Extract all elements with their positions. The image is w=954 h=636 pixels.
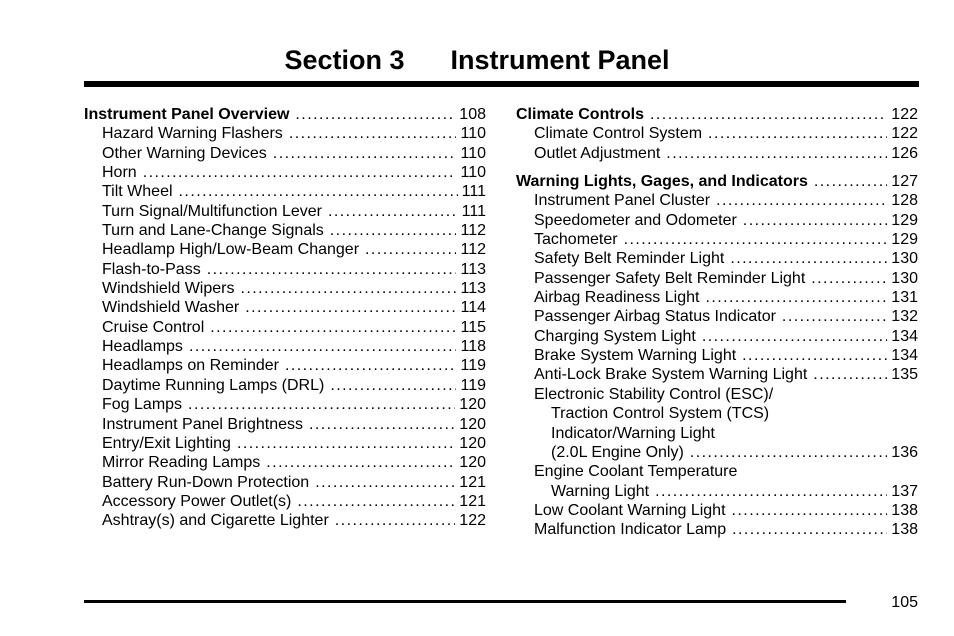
dot-leader bbox=[716, 191, 887, 210]
toc-entry-page: 111 bbox=[461, 202, 486, 220]
toc-entry-page: 137 bbox=[891, 482, 918, 500]
dot-leader bbox=[328, 202, 458, 221]
dot-leader bbox=[289, 124, 457, 143]
toc-entry-label: Turn and Lane-Change Signals bbox=[102, 222, 324, 240]
dot-leader bbox=[813, 365, 887, 384]
toc-entry-page: 135 bbox=[891, 366, 918, 384]
dot-leader bbox=[240, 279, 456, 298]
toc-entry bbox=[84, 221, 486, 240]
toc-entry bbox=[84, 376, 486, 395]
dot-leader bbox=[782, 307, 887, 326]
toc-heading bbox=[84, 105, 486, 124]
dot-leader bbox=[705, 288, 887, 307]
dot-leader bbox=[814, 172, 887, 191]
toc-heading bbox=[516, 105, 918, 124]
toc-entry-label: (2.0L Engine Only) bbox=[551, 443, 684, 461]
toc-entry-label: Instrument Panel Brightness bbox=[102, 415, 303, 433]
toc-entry bbox=[84, 318, 486, 337]
toc-entry-label: Fog Lamps bbox=[102, 396, 183, 414]
toc-entry bbox=[84, 337, 486, 356]
dot-leader bbox=[273, 144, 457, 163]
toc-entry-page: 130 bbox=[891, 269, 918, 287]
dot-leader bbox=[188, 395, 455, 414]
toc-entry bbox=[84, 279, 486, 298]
toc-right-column bbox=[516, 105, 918, 540]
toc-entry bbox=[84, 415, 486, 434]
toc-entry-page: 136 bbox=[891, 443, 918, 461]
dot-leader bbox=[330, 376, 456, 395]
toc-heading bbox=[516, 172, 918, 191]
toc-entry-label: Warning Light bbox=[551, 482, 650, 500]
toc-entry-page: 110 bbox=[460, 144, 486, 162]
toc-entry-page: 127 bbox=[891, 173, 918, 191]
toc-entry-label: Climate Control System bbox=[534, 125, 703, 143]
toc-entry bbox=[516, 443, 918, 462]
toc-entry bbox=[516, 404, 918, 423]
toc-entry-page: 132 bbox=[891, 308, 918, 326]
toc-entry-label: Low Coolant Warning Light bbox=[534, 501, 726, 519]
dot-leader bbox=[297, 492, 455, 511]
toc-entry-label: Headlamp High/Low-Beam Changer bbox=[102, 241, 360, 259]
toc-entry-label: Windshield Washer bbox=[102, 299, 240, 317]
toc-entry-page: 121 bbox=[459, 473, 486, 491]
toc-entry bbox=[516, 269, 918, 288]
toc-entry-page: 119 bbox=[460, 357, 486, 375]
section-label: Section 3 bbox=[284, 45, 405, 75]
toc-entry-label: Flash-to-Pass bbox=[102, 260, 201, 278]
toc-entry-page: 128 bbox=[891, 192, 918, 210]
dot-leader bbox=[189, 337, 457, 356]
dot-leader bbox=[732, 501, 888, 520]
dot-leader bbox=[702, 327, 887, 346]
dot-leader bbox=[624, 230, 888, 249]
toc-entry-page: 134 bbox=[891, 327, 918, 345]
toc-entry-label: Charging System Light bbox=[534, 327, 696, 345]
toc-entry-label: Windshield Wipers bbox=[102, 280, 235, 298]
toc-entry-label: Safety Belt Reminder Light bbox=[534, 250, 725, 268]
toc-entry-page: 122 bbox=[459, 512, 486, 530]
page-number: 105 bbox=[891, 594, 918, 611]
toc-entry-label: Indicator/Warning Light bbox=[551, 424, 715, 442]
dot-leader bbox=[285, 356, 457, 375]
toc-entry bbox=[84, 202, 486, 221]
dot-leader bbox=[309, 415, 455, 434]
toc-entry bbox=[516, 211, 918, 230]
toc-entry bbox=[516, 288, 918, 307]
toc-entry-label: Headlamps bbox=[102, 338, 183, 356]
toc-entry-page: 110 bbox=[460, 164, 486, 182]
toc-entry bbox=[84, 453, 486, 472]
toc-entry bbox=[516, 191, 918, 210]
dot-leader bbox=[690, 443, 887, 462]
toc-entry-label: Hazard Warning Flashers bbox=[102, 125, 283, 143]
toc-entry-page: 120 bbox=[459, 454, 486, 472]
toc-entry-label: Electronic Stability Control (ESC)/ bbox=[534, 385, 774, 403]
toc-entry-page: 138 bbox=[891, 501, 918, 519]
toc-entry-page: 112 bbox=[460, 241, 486, 259]
toc-entry bbox=[516, 249, 918, 268]
dot-leader bbox=[295, 105, 455, 124]
toc-entry-page: 120 bbox=[459, 396, 486, 414]
toc-entry-label: Airbag Readiness Light bbox=[534, 289, 700, 307]
toc-left-column bbox=[84, 105, 486, 531]
toc-entry bbox=[84, 144, 486, 163]
toc-entry bbox=[84, 298, 486, 317]
toc-entry bbox=[516, 462, 918, 481]
dot-leader bbox=[732, 520, 887, 539]
toc-entry-label: Turn Signal/Multifunction Lever bbox=[102, 202, 322, 220]
toc-entry-page: 114 bbox=[460, 299, 486, 317]
toc-entry-page: 130 bbox=[891, 250, 918, 268]
toc-entry-page: 112 bbox=[460, 222, 486, 240]
toc-entry bbox=[516, 346, 918, 365]
dot-leader bbox=[365, 240, 456, 259]
dot-leader bbox=[666, 144, 887, 163]
toc-entry-label: Headlamps on Reminder bbox=[102, 357, 279, 375]
toc-entry-label: Climate Controls bbox=[516, 106, 645, 123]
toc-entry bbox=[516, 482, 918, 501]
toc-entry-page: 134 bbox=[891, 347, 918, 365]
toc-entry-label: Accessory Power Outlet(s) bbox=[102, 492, 292, 510]
toc-entry-label: Speedometer and Odometer bbox=[534, 211, 737, 229]
toc-entry-page: 129 bbox=[891, 231, 918, 249]
dot-leader bbox=[743, 211, 888, 230]
toc-entry-label: Battery Run-Down Protection bbox=[102, 473, 310, 491]
toc-entry-label: Warning Lights, Gages, and Indicators bbox=[516, 173, 808, 191]
dot-leader bbox=[210, 318, 456, 337]
toc-entry-page: 120 bbox=[459, 434, 486, 452]
toc-entry-label: Anti-Lock Brake System Warning Light bbox=[534, 366, 808, 384]
dot-leader bbox=[143, 163, 457, 182]
toc-entry-label: Traction Control System (TCS) bbox=[551, 405, 770, 423]
top-rule bbox=[84, 81, 919, 87]
dot-leader bbox=[655, 482, 887, 501]
toc-entry bbox=[516, 307, 918, 326]
toc-entry-label: Passenger Airbag Status Indicator bbox=[534, 308, 776, 326]
toc-entry bbox=[84, 395, 486, 414]
toc-entry-label: Other Warning Devices bbox=[102, 144, 267, 162]
toc-entry-label: Daytime Running Lamps (DRL) bbox=[102, 376, 325, 394]
toc-entry-page: 131 bbox=[891, 289, 918, 307]
section-title bbox=[0, 40, 954, 80]
toc-entry-label: Outlet Adjustment bbox=[534, 144, 661, 162]
toc-entry-label: Instrument Panel Overview bbox=[84, 106, 290, 123]
toc-entry-label: Passenger Safety Belt Reminder Light bbox=[534, 269, 806, 287]
toc-entry-page: 111 bbox=[461, 183, 486, 201]
toc-entry bbox=[84, 473, 486, 492]
toc-entry-label: Instrument Panel Cluster bbox=[534, 192, 711, 210]
dot-leader bbox=[742, 346, 887, 365]
toc-entry-page: 121 bbox=[459, 492, 486, 510]
toc-entry bbox=[516, 365, 918, 384]
toc-entry bbox=[516, 520, 918, 539]
toc-entry-page: 138 bbox=[891, 521, 918, 539]
toc-entry bbox=[84, 511, 486, 530]
dot-leader bbox=[237, 434, 455, 453]
toc-entry-page: 113 bbox=[460, 280, 486, 298]
toc-entry bbox=[516, 144, 918, 163]
toc-entry-label: Tachometer bbox=[534, 231, 618, 249]
dot-leader bbox=[245, 298, 456, 317]
toc-entry bbox=[84, 124, 486, 143]
dot-leader bbox=[330, 221, 457, 240]
toc-entry-page: 120 bbox=[459, 415, 486, 433]
dot-leader bbox=[708, 124, 887, 143]
toc-entry bbox=[516, 327, 918, 346]
dot-leader bbox=[730, 249, 887, 268]
dot-leader bbox=[335, 511, 456, 530]
toc-entry-page: 122 bbox=[891, 125, 918, 143]
toc-entry bbox=[84, 163, 486, 182]
toc-entry bbox=[516, 424, 918, 443]
toc-entry-page: 122 bbox=[891, 106, 918, 123]
toc-entry bbox=[516, 230, 918, 249]
dot-leader bbox=[650, 105, 887, 124]
toc-entry-label: Cruise Control bbox=[102, 318, 205, 336]
toc-entry-label: Brake System Warning Light bbox=[534, 347, 737, 365]
toc-entry-label: Entry/Exit Lighting bbox=[102, 434, 231, 452]
toc-entry bbox=[84, 182, 486, 201]
toc-entry bbox=[84, 260, 486, 279]
dot-leader bbox=[207, 260, 457, 279]
toc-entry-page: 108 bbox=[459, 106, 486, 123]
toc-entry-page: 126 bbox=[891, 144, 918, 162]
dot-leader bbox=[811, 269, 887, 288]
toc-entry-page: 113 bbox=[460, 260, 486, 278]
toc-entry-label: Malfunction Indicator Lamp bbox=[534, 521, 727, 539]
toc-entry-page: 115 bbox=[460, 318, 486, 336]
toc-entry bbox=[516, 385, 918, 404]
toc-entry-label: Ashtray(s) and Cigarette Lighter bbox=[102, 512, 329, 530]
toc-entry-page: 129 bbox=[891, 211, 918, 229]
toc-entry bbox=[516, 501, 918, 520]
section-heading: Instrument Panel bbox=[450, 45, 670, 75]
toc-entry-label: Mirror Reading Lamps bbox=[102, 454, 261, 472]
toc-entry-page: 110 bbox=[460, 125, 486, 143]
toc-entry-label: Horn bbox=[102, 164, 137, 182]
toc-entry-label: Tilt Wheel bbox=[102, 183, 173, 201]
toc-entry bbox=[84, 434, 486, 453]
bottom-rule bbox=[84, 600, 846, 603]
toc-entry bbox=[84, 492, 486, 511]
toc-entry-label: Engine Coolant Temperature bbox=[534, 463, 738, 481]
dot-leader bbox=[315, 473, 455, 492]
toc-entry-page: 119 bbox=[460, 376, 486, 394]
toc-entry bbox=[516, 124, 918, 143]
toc-entry bbox=[84, 356, 486, 375]
dot-leader bbox=[266, 453, 455, 472]
dot-leader bbox=[179, 182, 458, 201]
toc-entry-page: 118 bbox=[460, 338, 486, 356]
toc-entry bbox=[84, 240, 486, 259]
